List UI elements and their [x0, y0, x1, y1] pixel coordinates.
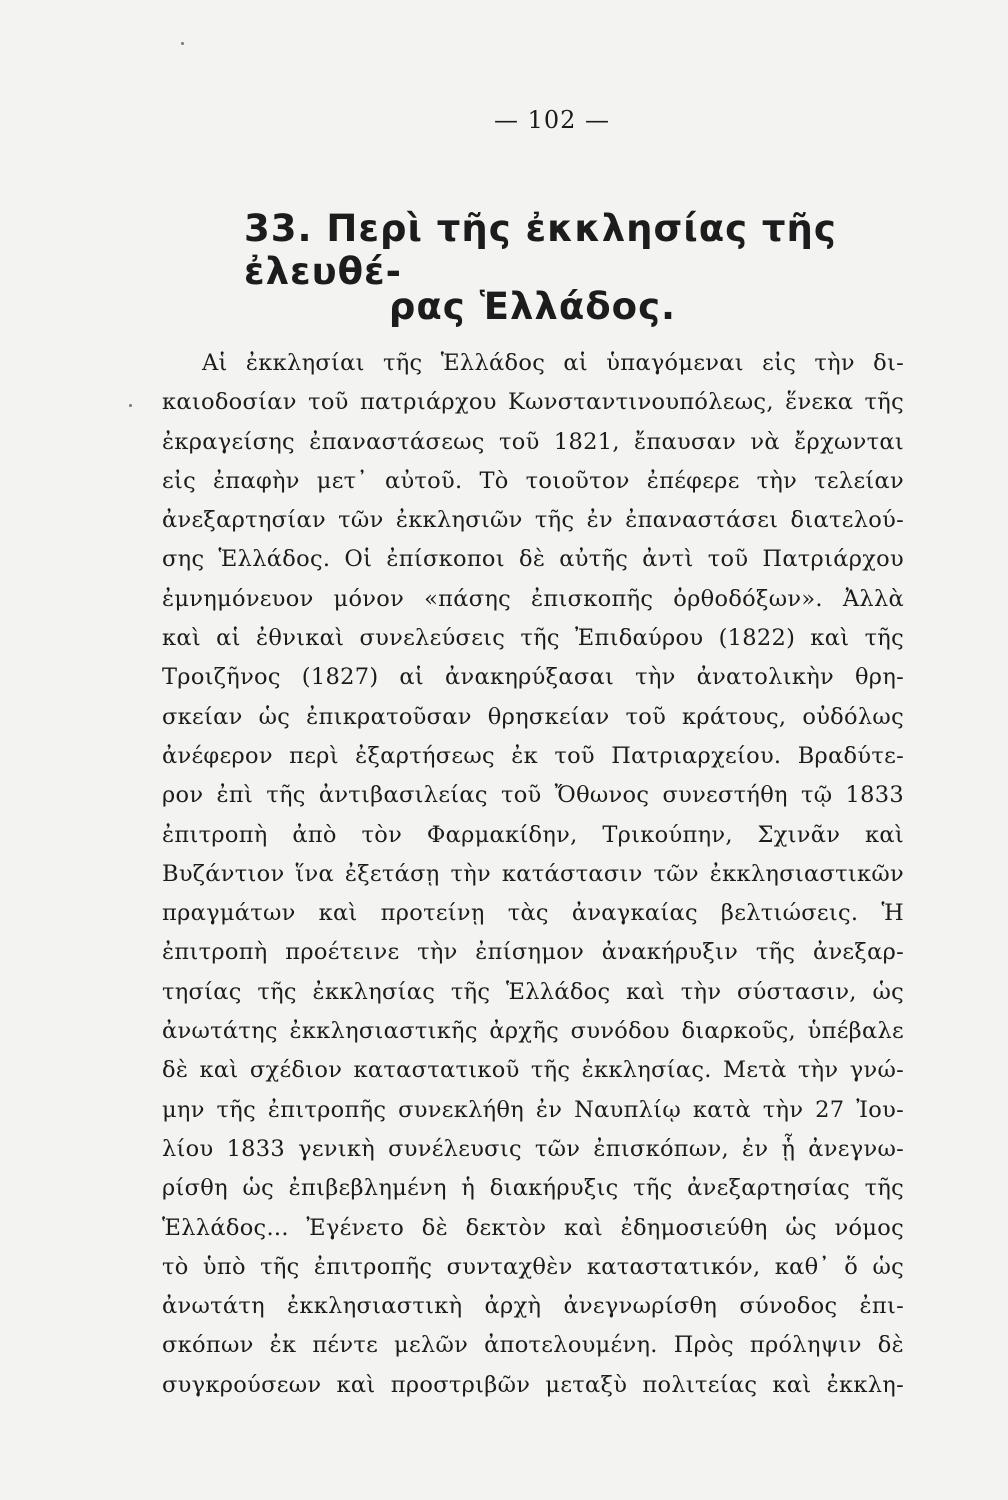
text-line: Ἑλλάδος... Ἐγένετο δὲ δεκτὸν καὶ ἐδημοσιεύθη ὡς νόμος	[162, 1214, 904, 1241]
text-line: σκείαν ὡς ἐπικρατοῦσαν θρησκείαν τοῦ κράτους, οὐδόλως	[162, 703, 904, 730]
text-line: μην τῆς ἐπιτροπῆς συνεκλήθη ἐν Ναυπλίῳ κατὰ τὴν 27 Ἰου-	[162, 1096, 904, 1123]
paper-speck	[129, 404, 132, 407]
text-line: ἐκραγείσης ἐπαναστάσεως τοῦ 1821, ἔπαυσαν νὰ ἔρχωνται	[162, 428, 904, 455]
text-line: πραγμάτων καὶ προτείνῃ τὰς ἀναγκαίας βελτιώσεις. Ἡ	[162, 900, 904, 927]
text-line: ἐμνημόνευον μόνον «πάσης ἐπισκοπῆς ὀρθοδόξων». Ἀλλὰ	[162, 585, 904, 612]
text-line: τησίας τῆς ἐκκλησίας τῆς Ἑλλάδος καὶ τὴν σύστασιν, ὡς	[162, 978, 904, 1005]
text-line: ἐπιτροπὴ προέτεινε τὴν ἐπίσημον ἀνακήρυξιν τῆς ἀνεξαρ-	[162, 939, 904, 966]
text-line: ἀνωτάτη ἐκκλησιαστικὴ ἀρχὴ ἀνεγνωρίσθη σύνοδος ἐπι-	[162, 1293, 904, 1320]
paper-speck	[181, 42, 184, 45]
text-line: ρίσθη ὡς ἐπιβεβλημένη ἡ διακήρυξις τῆς ἀνεξαρτησίας τῆς	[162, 1175, 904, 1202]
text-line: ἀνέφερον περὶ ἐξαρτήσεως ἐκ τοῦ Πατριαρχείου. Βραδύτε-	[162, 742, 904, 769]
text-line: συγκρούσεων καὶ προστριβῶν μεταξὺ πολιτείας καὶ ἐκκλη-	[162, 1371, 904, 1398]
text-line: καιοδοσίαν τοῦ πατριάρχου Κωνσταντινουπόλεως, ἕνεκα τῆς	[162, 389, 904, 416]
text-line: Τροιζῆνος (1827) αἱ ἀνακηρύξασαι τὴν ἀνατολικὴν θρη-	[162, 664, 904, 691]
text-line: ἐπιτροπὴ ἀπὸ τὸν Φαρμακίδην, Τρικούπην, Σχινᾶν καὶ	[162, 821, 904, 848]
text-line: λίου 1833 γενικὴ συνέλευσις τῶν ἐπισκόπων, ἐν ᾗ ἀνεγνω-	[162, 1135, 904, 1162]
text-line: εἰς ἐπαφὴν μετ᾿ αὐτοῦ. Τὸ τοιοῦτον ἐπέφερε τὴν τελείαν	[162, 467, 904, 494]
section-heading-line-1: 33. Περὶ τῆς ἐκκλησίας τῆς ἐλευθέ-	[244, 207, 837, 293]
body-text	[162, 344, 904, 1405]
text-line: καὶ αἱ ἐθνικαὶ συνελεύσεις τῆς Ἐπιδαύρου (1822) καὶ τῆς	[162, 625, 904, 652]
text-line: ἀνωτάτης ἐκκλησιαστικῆς ἀρχῆς συνόδου διαρκοῦς, ὑπέβαλε	[162, 1018, 904, 1045]
text-line: τὸ ὑπὸ τῆς ἐπιτροπῆς συνταχθὲν καταστατικόν, καθ᾿ ὅ ὡς	[162, 1253, 904, 1280]
text-line: σης Ἑλλάδος. Οἱ ἐπίσκοποι δὲ αὐτῆς ἀντὶ τοῦ Πατριάρχου	[162, 546, 904, 573]
text-line: ἀνεξαρτησίαν τῶν ἐκκλησιῶν τῆς ἐν ἐπαναστάσει διατελού-	[162, 507, 904, 534]
page-number: — 102 —	[493, 106, 611, 134]
text-line: Αἱ ἐκκλησίαι τῆς Ἑλλάδος αἱ ὑπαγόμεναι εἰς τὴν δι-	[202, 350, 904, 376]
text-line: δὲ καὶ σχέδιον καταστατικοῦ τῆς ἐκκλησίας. Μετὰ τὴν γνώ-	[162, 1057, 904, 1084]
text-line: σκόπων ἐκ πέντε μελῶν ἀποτελουμένη. Πρὸς πρόληψιν δὲ	[162, 1332, 904, 1359]
text-line: Βυζάντιον ἵνα ἐξετάσῃ τὴν κατάστασιν τῶν ἐκκλησιαστικῶν	[162, 860, 904, 887]
section-heading-line-2: ρας Ἑλλάδος.	[388, 285, 677, 328]
text-line: ρον ἐπὶ τῆς ἀντιβασιλείας τοῦ Ὄθωνος συνεστήθη τῷ 1833	[162, 782, 904, 809]
